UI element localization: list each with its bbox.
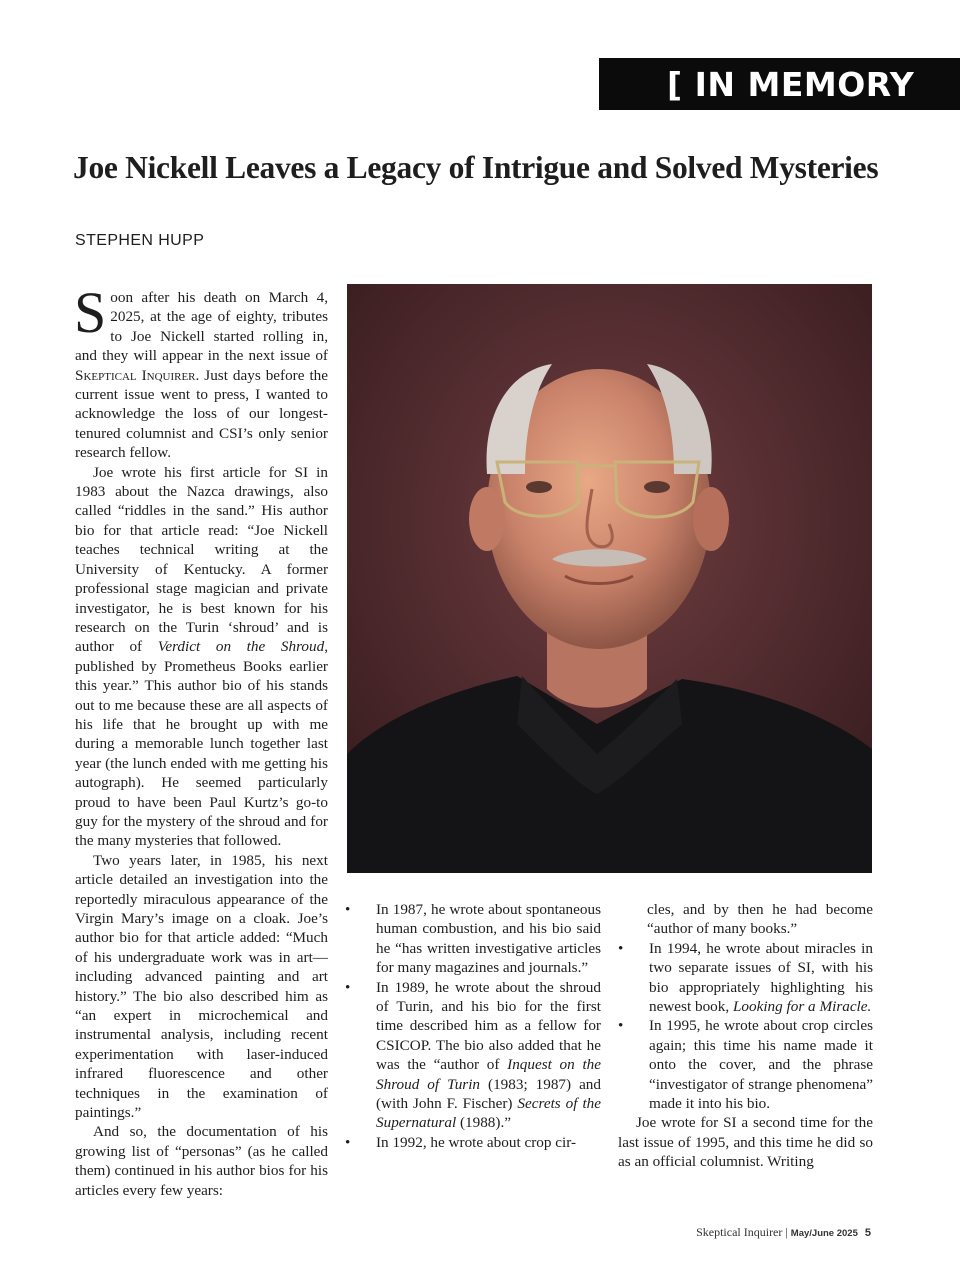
paragraph-1985: Two years later, in 1985, his next article detailed an investigation into the reportedly miraculous appearance of the Virgin Mary’s image on a cloak. Joe’s author bio for that article added: “Much of his undergraduate work was in art—including advanced painting and art history.” The bio also described him as “an expert in microchemical and instrumental analysis, including recent experimentation with laser-induced infrared fluorescence and other techniques in the examination of paintings.” [75, 851, 328, 1122]
book-title: Inquest on the Shroud of Turin [376, 1056, 601, 1093]
list-item-1992: • In 1992, he wrote about crop cir- [345, 1133, 601, 1152]
book-title: Looking for a Miracle. [732, 998, 872, 1016]
article-title: Joe Nickell Leaves a Legacy of Intrigue and Solved Mysteries [73, 150, 879, 185]
section-header [599, 58, 960, 110]
paragraph-personas: And so, the documentation of his growing list of “personas” (as he called them) continued in his author bios for his articles every few years: [75, 1123, 328, 1199]
list-item-1994: • In 1994, he wrote about miracles in two separate issues of SI, with his bio appropriately highlighting his newest book, Looking for a Miracle. [618, 939, 873, 1017]
footer-issue: May/June 2025 [790, 1228, 858, 1239]
list-item-1989: • In 1989, he wrote about the shroud of Turin, and his bio for the first time described him as a fellow for CSICOP. The bio also added that he was the “author of Inquest on the Shroud of Turin (1983; 1987) and (with John F. Fischer) Secrets of the Supernatural (1988).” [345, 978, 601, 1133]
drop-cap: S [74, 280, 107, 345]
author-byline: STEPHEN HUPP [75, 232, 205, 249]
list-item-1987: • In 1987, he wrote about spontaneous human combustion, and his bio said he “has written investigative articles for many magazines and journals.” [345, 900, 601, 978]
section-bracket: [ [667, 64, 683, 104]
portrait-photo [347, 284, 872, 873]
paragraph-intro: Soon after his death on March 4, 2025, at the age of eighty, tributes to Joe Nickell started rolling in, and they will appear in the next issue of Skeptical Inquirer. Just days before the current issue went to press, I wanted to acknowledge the loss of our longest-tenured columnist and CSI’s only senior research fellow. [74, 280, 329, 462]
footer-magazine: Skeptical Inquirer [696, 1225, 783, 1239]
list-item-1992-continued: cles, and by then he had become “author of many books.” [647, 901, 873, 938]
paragraph-columnist: Joe wrote for SI a second time for the last issue of 1995, and this time he did so as an official columnist. Writing [618, 1114, 873, 1171]
paragraph-first-article: Joe wrote his first article for SI in 1983 about the Nazca drawings, also called “riddles in the sand.” His author bio for that article read: “Joe Nickell teaches technical writing at the University of Kentucky. A former professional stage magician and private investigator, he is best known for his research on the Turin ‘shroud’ and is author of Verdict on the Shroud, published by Prometheus Books earlier this year.” This author bio of his stands out to me because these are all aspects of his life that he brought up with me during a memorable lunch together last year (the lunch ended with me getting his autograph). He seemed particularly proud to have been Paul Kurtz’s go-to guy for the mystery of the shroud and for the many mysteries that followed. [75, 463, 328, 850]
book-title: Verdict on the Shroud [157, 638, 325, 656]
portrait-illustration [347, 284, 872, 873]
column-2 [345, 900, 601, 1152]
section-label: IN MEMORY [694, 64, 915, 104]
list-item-1995: • In 1995, he wrote about crop circles again; this time his name made it onto the cover, and the phrase “investigator of strange phenomena” made it into his bio. [618, 1016, 873, 1113]
page-footer [696, 1225, 871, 1240]
bio-list-continued [618, 939, 873, 1114]
column-3 [618, 900, 873, 1172]
book-title: Secrets of the Supernatural [376, 1095, 601, 1132]
page-number: 5 [864, 1227, 871, 1239]
bio-list [345, 900, 601, 1152]
footer-separator: | [785, 1225, 788, 1239]
column-1 [74, 280, 329, 1200]
magazine-name: Skeptical Inquirer [75, 366, 196, 384]
